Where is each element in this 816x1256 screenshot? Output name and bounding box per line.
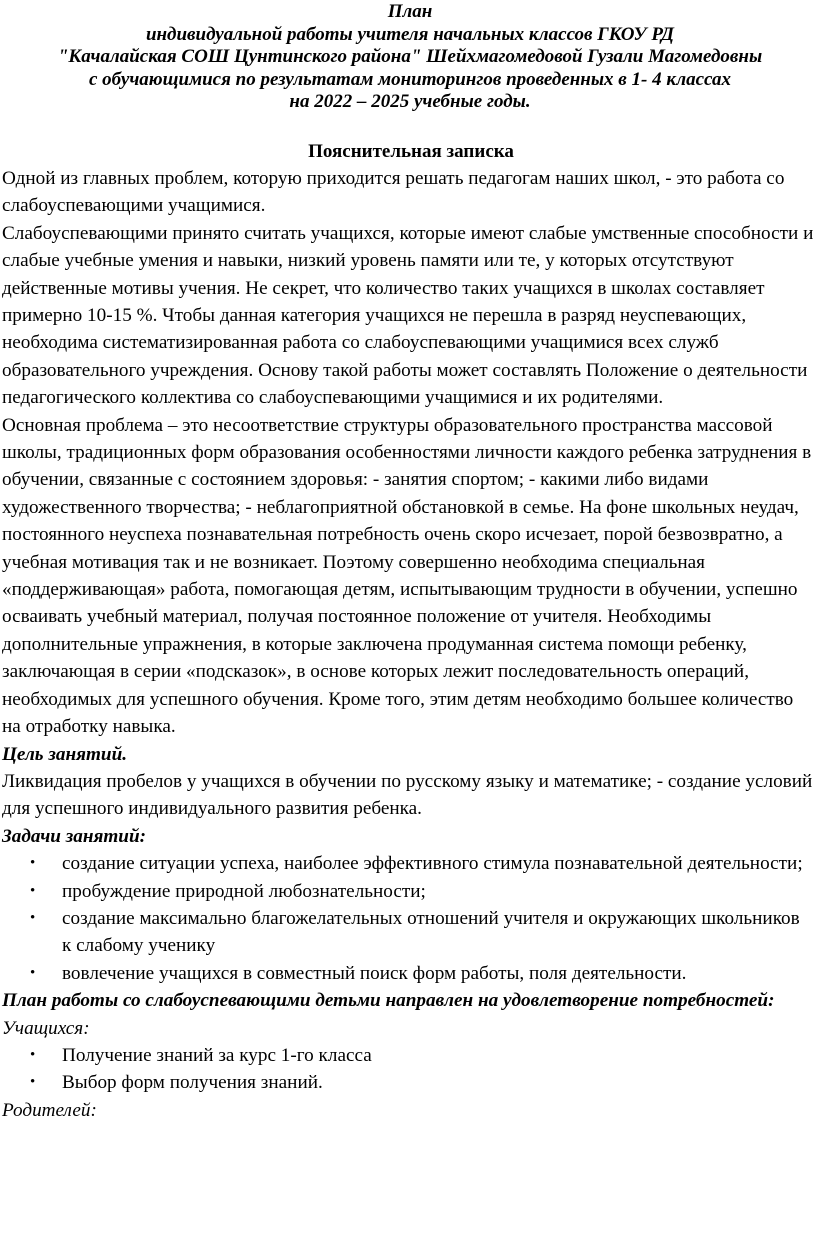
students-label: Учащихся:: [2, 1017, 90, 1039]
students-need-text: Получение знаний за курс 1-го класса: [62, 1044, 372, 1066]
bullet-icon: •: [30, 1046, 36, 1063]
list-item: [0, 905, 816, 960]
students-need-text: Выбор форм получения знаний.: [62, 1072, 323, 1094]
bullet-icon: •: [30, 964, 36, 981]
tasks-list: [0, 850, 816, 987]
bullet-icon: •: [30, 909, 36, 926]
explanatory-note-heading: Пояснительная записка: [308, 140, 514, 162]
students-needs-list: [0, 1042, 816, 1097]
bullet-icon: •: [30, 1074, 36, 1091]
title-line-4: с обучающимися по результатам мониторингов проведенных в 1- 4 классах: [88, 68, 731, 90]
plan-label: План работы со слабоуспевающими детьми направлен на удовлетворение потребностей:: [2, 990, 775, 1012]
list-item: [0, 1069, 816, 1096]
goal-label: Цель занятий.: [2, 743, 128, 765]
task-item-text: создание максимально благожелательных отношений учителя и окружающих школьников к слабому ученику: [62, 907, 800, 957]
title-line-1: План: [387, 1, 433, 22]
goal-text: Ликвидация пробелов у учащихся в обучении по русскому языку и математике; - создание условий для успешного индивидуального развития ребенка.: [2, 770, 813, 820]
list-item: [0, 960, 816, 987]
list-item: [0, 850, 816, 877]
task-item-text: вовлечение учащихся в совместный поиск форм работы, поля деятельности.: [62, 962, 687, 984]
list-item: [0, 878, 816, 905]
list-item: [0, 1042, 816, 1069]
document-title: [0, 0, 816, 114]
tasks-label: Задачи занятий:: [2, 825, 147, 847]
note-paragraph-2: Слабоуспевающими принято считать учащихся, которые имеют слабые умственные способности и слабые учебные умения и навыки, низкий уровень памяти или те, у которых отсутствуют действенные мотивы учения. Не секрет, что количество таких учащихся в школах составляет примерно 10-15 %. Чтобы данная категория учащихся не перешла в разряд неуспевающих, необходима систематизированная работа со слабоуспевающими учащимися всех служб образовательного учреждения. Основу такой работы может составлять Положение о деятельности педагогического коллектива со слабоуспевающими учащимися и их родителями.: [2, 222, 814, 409]
title-line-2: индивидуальной работы учителя начальных классов ГКОУ РД: [145, 23, 675, 45]
task-item-text: пробуждение природной любознательности;: [62, 880, 426, 902]
title-line-3: "Качалайская СОШ Цунтинского района" Шейхмагомедовой Гузали Магомедовны: [57, 46, 763, 68]
note-paragraph-1: Одной из главных проблем, которую приходится решать педагогам наших школ, - это работа со слабоуспевающими учащимися.: [2, 167, 785, 217]
bullet-icon: •: [30, 855, 36, 872]
title-line-5: на 2022 – 2025 учебные годы.: [289, 91, 531, 113]
task-item-text: создание ситуации успеха, наиболее эффективного стимула познавательной деятельности;: [62, 853, 803, 875]
note-paragraph-3: Основная проблема – это несоответствие структуры образовательного пространства массовой школы, традиционных форм образования особенностями личности каждого ребенка затруднения в обучении, связанные с состоянием здоровья: - занятия спортом; - какими либо видами художественного творчества; - неблагоприятной обстановкой в семье. На фоне школьных неудач, постоянного неуспеха познавательная потребность очень скоро исчезает, порой безвозвратно, а учебная мотивация так и не возникает. Поэтому совершенно необходима специальная «поддерживающая» работа, помогающая детям, испытывающим трудности в обучении, успешно осваивать учебный материал, получая постоянное положение от учителя. Необходимы дополнительные упражнения, в которые заключена продуманная система помощи ребенку, заключающая в серии «подсказок», в основе которых лежит последовательность операций, необходимых для успешного обучения. Кроме того, этим детям необходимо большее количество на отработку навыка.: [2, 414, 812, 738]
parents-label: Родителей:: [2, 1099, 97, 1121]
bullet-icon: •: [30, 882, 36, 899]
